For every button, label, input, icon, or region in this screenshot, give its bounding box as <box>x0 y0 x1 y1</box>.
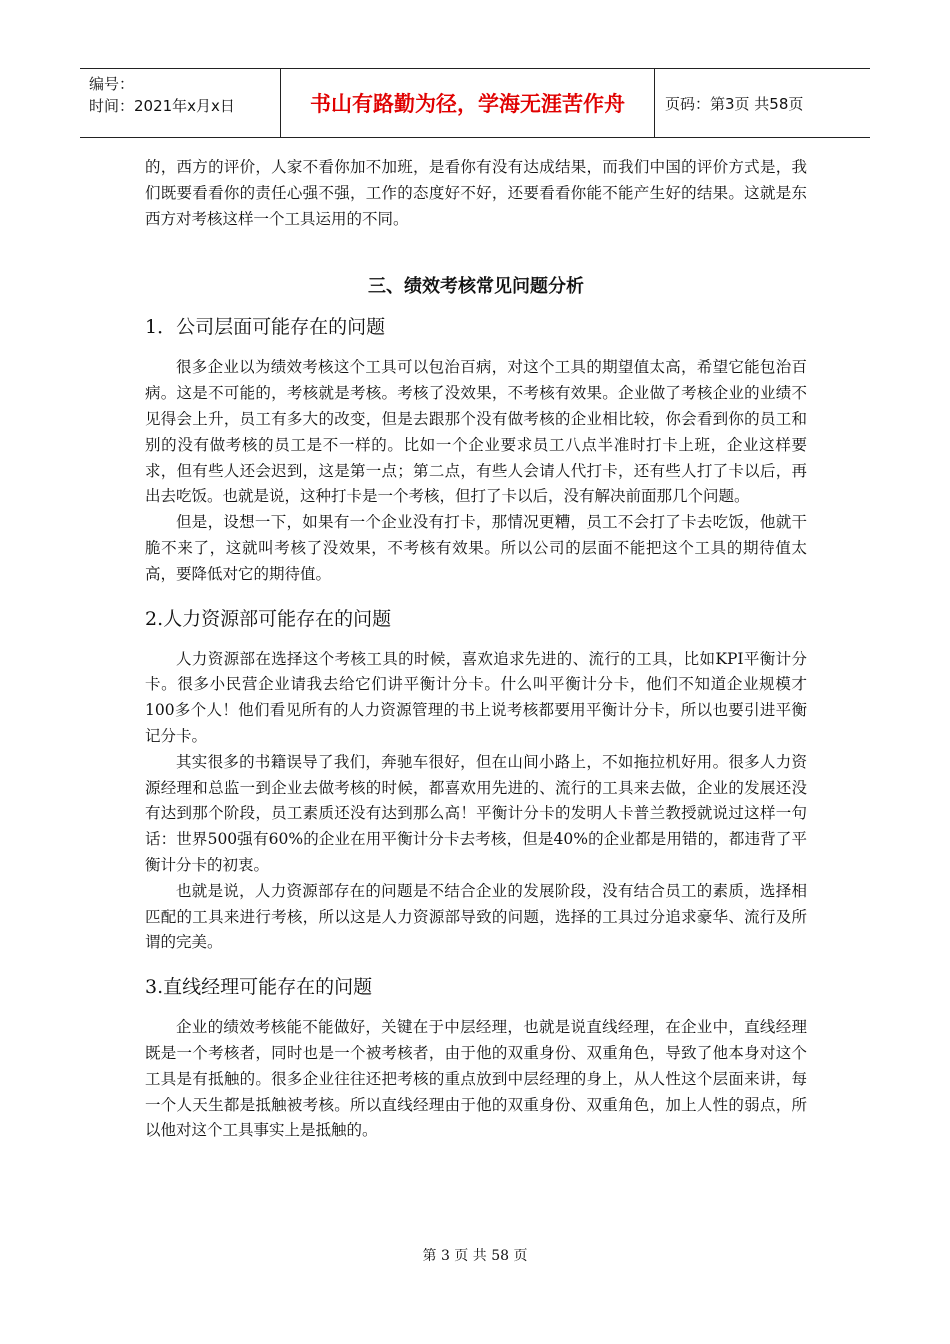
paragraph: 企业的绩效考核能不能做好，关键在于中层经理，也就是说直线经理，在企业中，直线经理既是一个考核者，同时也是一个被考核者，由于他的双重身份、双重角色，导致了他本身对这个工具是有抵触的。很多企业往往还把考核的重点放到中层经理的身上，从人性这个层面来讲，每一个人天生都是抵触被考核。所以直线经理由于他的双重身份、双重角色，加上人性的弱点，所以他对这个工具事实上是抵触的。 <box>145 1018 807 1140</box>
date-label: 时间：2021年x月x日 <box>89 97 235 115</box>
paragraph: 也就是说，人力资源部存在的问题是不结合企业的发展阶段，没有结合员工的素质，选择相匹配的工具来进行考核，所以这是人力资源部导致的问题，选择的工具过分追求豪华、流行及所谓的完美。 <box>145 881 807 952</box>
page-footer: 第 3 页 共 58 页 <box>422 1248 528 1264</box>
header-page-info: 页码：第3页 共58页 <box>665 94 804 113</box>
section-title: 三、绩效考核常见问题分析 <box>368 276 584 298</box>
paragraph: 但是，设想一下，如果有一个企业没有打卡，那情况更糟，员工不会打了卡去吃饭，他就干脆不来了，这就叫考核了没效果，不考核有效果。所以公司的层面不能把这个工具的期待值太高，要降低对它的期待值。 <box>145 513 807 583</box>
number-label: 编号： <box>89 75 135 93</box>
paragraph: 很多企业以为绩效考核这个工具可以包治百病，对这个工具的期望值太高，希望它能包治百病。这是不可能的，考核就是考核。考核了没效果，不考核有效果。企业做了考核企业的业绩不见得会上升，员工有多大的改变，但是去跟那个没有做考核的企业相比较，你会看到你的员工和别的没有做考核的员工是不一样的。比如一个企业要求员工八点半准时打卡上班，企业这样要求，但有些人还会迟到，这是第一点；第二点，有些人会请人代打卡，还有些人打了卡以后，再出去吃饭。也就是说，这种打卡是一个考核，但打了卡以后，没有解决前面那几个问题。 <box>145 358 807 506</box>
page-header <box>80 68 870 138</box>
subsection-title-2: 2.人力资源部可能存在的问题 <box>145 607 392 630</box>
header-meta <box>80 69 281 137</box>
paragraph: 其实很多的书籍误导了我们，奔驰车很好，但在山间小路上，不如拖拉机好用。很多人力资源经理和总监一到企业去做考核的时候，都喜欢用先进的、流行的工具来去做，企业的发展还没有达到那个阶段，员工素质还没有达到那么高！平衡计分卡的发明人卡普兰教授就说过这样一句话：世界500强有60%的企业在用平衡计分卡去考核，但是40%的企业都是用错的，都违背了平衡计分卡的初衷。 <box>145 752 807 874</box>
subsection-title-3: 3.直线经理可能存在的问题 <box>145 976 373 999</box>
intro-paragraph: 的，西方的评价，人家不看你加不加班，是看你有没有达成结果，而我们中国的评价方式是，我们既要看看你的责任心强不强，工作的态度好不好，还要看看你能不能产生好的结果。这就是东西方对考核这样一个工具运用的不同。 <box>145 158 807 228</box>
document-body <box>145 155 807 1144</box>
header-motto: 书山有路勤为径，学海无涯苦作舟 <box>281 69 655 137</box>
paragraph: 人力资源部在选择这个考核工具的时候，喜欢追求先进的、流行的工具，比如KPI平衡计分卡。很多小民营企业请我去给它们讲平衡计分卡。什么叫平衡计分卡，他们不知道企业规模才100多个人！他们看见所有的人力资源管理的书上说考核都要用平衡计分卡，所以也要引进平衡记分卡。 <box>145 649 807 745</box>
subsection-title-1: 1．公司层面可能存在的问题 <box>145 316 386 339</box>
